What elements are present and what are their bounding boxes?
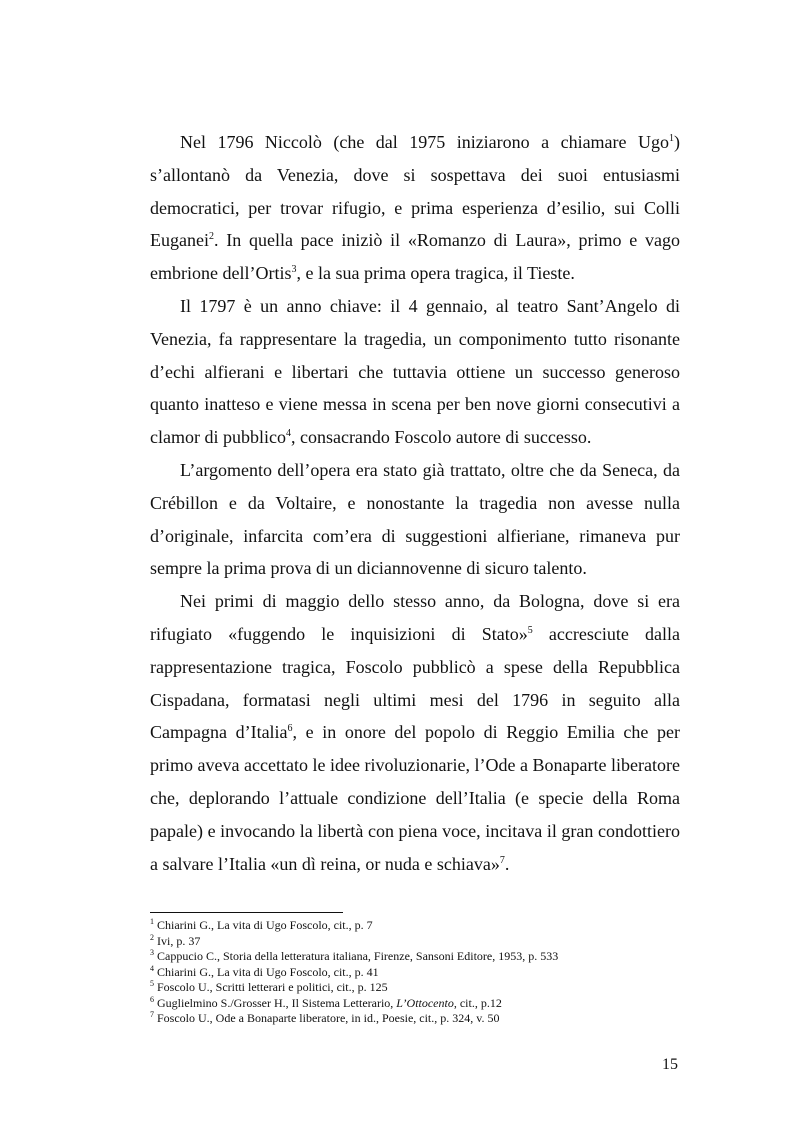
footnote xyxy=(150,965,680,981)
text-run: , e in onore del popolo di Reggio Emilia che per primo aveva accettato le idee rivoluzionarie, l’Ode a Bonaparte liberatore che, deplorando l’attuale condizione dell’Italia (e specie della Roma papale) e invocando la libertà con piena voce, incitava il gran condottiero a salvare l’Italia «un dì reina, or nuda e schiava» xyxy=(150,722,680,874)
paragraph xyxy=(150,290,680,454)
footnote-number: 5 xyxy=(150,979,154,988)
footnote-ref[interactable]: 4 xyxy=(285,428,291,440)
footnote xyxy=(150,1011,680,1027)
footnote-text: Ivi, p. 37 xyxy=(154,933,201,948)
footnote-text: , cit., p.12 xyxy=(453,995,502,1010)
footnote-text: Chiarini G., La vita di Ugo Foscolo, cit., p. 41 xyxy=(154,964,379,979)
footnote-text: Foscolo U., Scritti letterari e politici, cit., p. 125 xyxy=(154,980,388,994)
footnote-italic-text: L’Ottocento xyxy=(396,995,454,1010)
page-number: 15 xyxy=(662,1056,678,1073)
paragraph xyxy=(150,454,680,585)
footnote xyxy=(150,980,680,996)
footnote-text: Guglielmino S./Grosser H., Il Sistema Letterario, xyxy=(154,995,397,1010)
footnote xyxy=(150,918,680,934)
footnote-number: 4 xyxy=(150,963,154,973)
text-run: , consacrando Foscolo autore di successo. xyxy=(290,427,592,448)
footnote-text: Cappucio C., Storia della letteratura italiana, Firenze, Sansoni Editore, 1953, p. 533 xyxy=(154,949,559,963)
text-run: . xyxy=(504,853,510,874)
footnote xyxy=(150,934,680,950)
footnote-text: Chiarini G., La vita di Ugo Foscolo, cit., p. 7 xyxy=(154,918,373,932)
footnote-ref[interactable]: 6 xyxy=(287,723,293,735)
footnote-ref[interactable]: 7 xyxy=(499,854,505,866)
text-run: . In quella pace iniziò il «Romanzo di Laura», primo e vago embrione dell’Ortis xyxy=(150,230,680,284)
footnote xyxy=(150,996,680,1012)
footnotes xyxy=(150,918,680,1027)
footnote-number: 7 xyxy=(150,1010,154,1019)
footnote-number: 1 xyxy=(150,917,154,926)
footnote-text: Foscolo U., Ode a Bonaparte liberatore, in id., Poesie, cit., p. 324, v. 50 xyxy=(154,1011,500,1025)
footnote-ref[interactable]: 3 xyxy=(291,264,297,276)
body-text xyxy=(150,126,680,880)
text-run: , e la sua prima opera tragica, il Tieste. xyxy=(296,263,575,284)
paragraph xyxy=(150,585,680,880)
footnote-ref[interactable]: 1 xyxy=(669,133,674,144)
footnote-divider xyxy=(150,912,343,913)
paragraph xyxy=(150,126,680,290)
text-run: Nei primi di maggio dello stesso anno, da Bologna, dove si era rifugiato «fuggendo le inquisizioni di Stato» xyxy=(150,591,680,644)
footnote-number: 6 xyxy=(150,994,154,1004)
footnote-ref[interactable]: 2 xyxy=(208,231,214,243)
text-run: Nel 1796 Niccolò (che dal 1975 iniziarono a chiamare Ugo xyxy=(180,132,669,152)
text-run: accresciute dalla rappresentazione tragica, Foscolo pubblicò a spese della Repubblica Cispadana, formatasi negli ultimi mesi del 1796 in seguito alla Campagna d’Italia xyxy=(150,623,680,743)
text-run: L’argomento dell’opera era stato già trattato, oltre che da Seneca, da Crébillon e da Voltaire, e nonostante la tragedia non avesse nulla d’originale, infarcita com’era di suggestioni alfieriane, rimaneva pur sempre la prima prova di un diciannovenne di sicuro talento. xyxy=(150,459,680,579)
footnote xyxy=(150,949,680,965)
footnote-ref[interactable]: 5 xyxy=(527,624,533,636)
footnote-number: 2 xyxy=(150,932,154,942)
text-run: Il 1797 è un anno chiave: il 4 gennaio, al teatro Sant’Angelo di Venezia, fa rappresentare la tragedia, un componimento tutto risonante d’echi alfierani e libertari che tuttavia ottiene un successo generoso quanto inatteso e viene messa in scena per ben nove giorni consecutivi a clamor di pubblico xyxy=(150,295,680,448)
text-run: ) s’allontanò da Venezia, dove si sospettava dei suoi entusiasmi democratici, per trovar rifugio, e prima esperienza d’esilio, sui Colli Euganei xyxy=(150,132,680,251)
footnote-number: 3 xyxy=(150,948,154,957)
